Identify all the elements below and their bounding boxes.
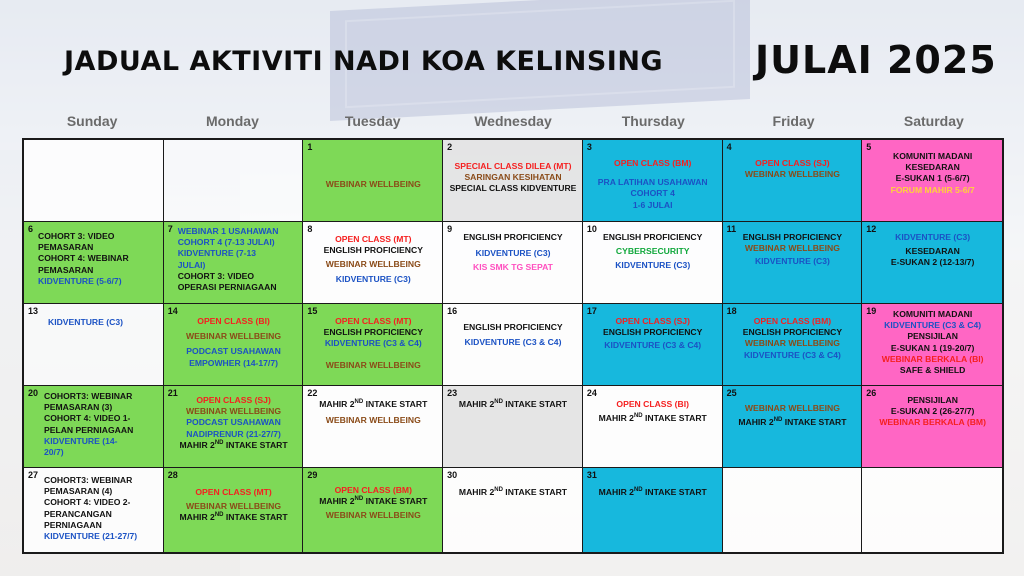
event-label: PEMASARAN — [38, 264, 94, 275]
day-number: 5 — [866, 142, 872, 152]
event-label: COHORT 4 (7-13 JULAI) — [177, 237, 275, 248]
day-number: 15 — [307, 306, 318, 316]
day-cell-24[interactable] — [583, 386, 723, 468]
day-cell-27[interactable] — [24, 468, 164, 552]
day-number: 10 — [586, 224, 597, 234]
event-label: COHORT 4 — [630, 188, 675, 199]
day-cell-1[interactable] — [303, 140, 443, 222]
calendar-cell-empty — [862, 468, 1002, 552]
day-cell-5[interactable] — [862, 140, 1002, 222]
event-label: WEBINAR WELLBEING — [325, 510, 421, 521]
day-cell-28[interactable] — [164, 468, 304, 552]
event-label: MAHIR 2ND INTAKE START — [319, 496, 428, 507]
event-label: KESEDARAN — [905, 246, 960, 257]
event-label: KIDVENTURE (C3 & C4) — [743, 349, 841, 360]
day-cell-29[interactable] — [303, 468, 443, 552]
day-cell-31[interactable] — [583, 468, 723, 552]
event-label: PENSIJILAN — [907, 331, 958, 342]
calendar-cell-empty — [164, 140, 304, 222]
day-cell-3[interactable] — [583, 140, 723, 222]
event-label: KOMUNITI MADANI — [893, 309, 973, 319]
weekday-tuesday: Tuesday — [344, 113, 401, 129]
day-number: 3 — [586, 142, 592, 152]
event-label: COHORT 3: VIDEO — [177, 270, 255, 281]
event-label: OPEN CLASS (BM) — [334, 485, 412, 495]
event-label: EMPOWHER (14-17/7) — [189, 357, 278, 368]
event-label: KIDVENTURE (7-13 — [177, 248, 257, 259]
event-label: ENGLISH PROFICIENCY — [603, 232, 703, 242]
day-number: 19 — [866, 306, 877, 316]
day-cell-16[interactable] — [443, 304, 583, 386]
day-cell-13[interactable] — [24, 304, 164, 386]
event-label: KOMUNITI MADANI — [893, 151, 973, 161]
day-number: 23 — [447, 388, 458, 398]
event-label: WEBINAR WELLBEING — [744, 338, 840, 349]
day-cell-6[interactable] — [24, 222, 164, 304]
day-number: 17 — [586, 306, 597, 316]
day-number: 29 — [307, 470, 318, 480]
month-title: JULAI 2025 — [755, 38, 997, 82]
event-label: WEBINAR WELLBEING — [744, 403, 840, 413]
day-number: 2 — [447, 142, 453, 152]
day-number: 14 — [167, 306, 178, 316]
weekday-monday: Monday — [205, 113, 259, 129]
event-label: WEBINAR WELLBEING — [186, 331, 282, 342]
event-label: WEBINAR WELLBEING — [325, 179, 421, 189]
day-number: 6 — [28, 224, 34, 234]
event-label: KIDVENTURE (C3 & C4) — [884, 320, 982, 331]
event-label: MAHIR 2ND INTAKE START — [179, 439, 288, 450]
event-label: WEBINAR WELLBEING — [325, 259, 421, 270]
weekday-sunday: Sunday — [66, 113, 118, 129]
event-label: OPEN CLASS (SJ) — [196, 395, 271, 405]
event-label: MAHIR 2ND INTAKE START — [598, 487, 707, 497]
day-cell-8[interactable] — [303, 222, 443, 304]
day-cell-15[interactable] — [303, 304, 443, 386]
event-label: COHORT3: WEBINAR — [44, 475, 133, 485]
event-label: COHORT 4: VIDEO 2- — [44, 497, 131, 508]
day-number: 8 — [307, 224, 313, 234]
day-cell-11[interactable] — [723, 222, 863, 304]
event-label: MAHIR 2ND INTAKE START — [598, 413, 707, 424]
event-label: WEBINAR 1 USAHAWAN — [177, 226, 279, 236]
day-cell-22[interactable] — [303, 386, 443, 468]
day-cell-17[interactable] — [583, 304, 723, 386]
event-label: FORUM MAHIR 5-6/7 — [890, 184, 975, 195]
event-label: OPEN CLASS (MT) — [335, 234, 412, 244]
day-number: 4 — [726, 142, 732, 152]
event-label: 1-6 JULAI — [632, 199, 673, 210]
day-cell-12[interactable] — [862, 222, 1002, 304]
event-label: MAHIR 2ND INTAKE START — [738, 417, 847, 428]
day-cell-7[interactable] — [164, 222, 304, 304]
day-number: 26 — [866, 388, 877, 398]
day-number: 12 — [866, 224, 877, 234]
event-label: ENGLISH PROFICIENCY — [323, 327, 423, 338]
weekday-saturday: Saturday — [903, 113, 964, 129]
event-label: SAFE & SHIELD — [899, 364, 966, 375]
day-cell-9[interactable] — [443, 222, 583, 304]
event-label: PERANCANGAN — [44, 508, 112, 519]
event-label: MAHIR 2ND INTAKE START — [319, 399, 428, 409]
event-label: OPEN CLASS (BM) — [614, 158, 692, 168]
event-label: KIDVENTURE (C3) — [615, 260, 691, 271]
event-label: ENGLISH PROFICIENCY — [603, 327, 703, 338]
calendar-grid — [22, 138, 1004, 554]
event-label: PELAN PERNIAGAAN — [44, 424, 134, 435]
day-cell-20[interactable] — [24, 386, 164, 468]
event-label: WEBINAR BERKALA (BM) — [879, 417, 986, 428]
event-label: OPEN CLASS (SJ) — [755, 158, 830, 168]
day-cell-18[interactable] — [723, 304, 863, 386]
event-label: WEBINAR WELLBEING — [744, 243, 840, 254]
event-label: KIDVENTURE (C3) — [335, 273, 411, 284]
event-label: ENGLISH PROFICIENCY — [742, 327, 843, 338]
day-number: 28 — [167, 470, 178, 480]
day-cell-23[interactable] — [443, 386, 583, 468]
event-label: KIDVENTURE (5-6/7) — [38, 275, 122, 286]
event-label: E-SUKAN 1 (19-20/7) — [890, 342, 975, 353]
event-label: E-SUKAN 2 (12-13/7) — [890, 257, 975, 268]
day-number: 31 — [586, 470, 597, 480]
page-title: JADUAL AKTIVITI NADI KOA KELINSING — [64, 46, 664, 77]
day-number: 25 — [726, 388, 737, 398]
event-label: WEBINAR WELLBEING — [744, 169, 840, 180]
day-number: 11 — [726, 224, 737, 234]
day-number: 24 — [586, 388, 597, 398]
event-label: KIDVENTURE (14- — [44, 435, 118, 446]
day-number: 1 — [307, 142, 313, 152]
weekday-thursday: Thursday — [621, 113, 685, 129]
day-cell-30[interactable] — [443, 468, 583, 552]
event-label: OPEN CLASS (BI) — [197, 316, 270, 326]
event-label: MAHIR 2ND INTAKE START — [458, 399, 568, 409]
day-cell-19[interactable] — [862, 304, 1002, 386]
event-label: KESEDARAN — [905, 162, 960, 173]
day-number: 16 — [447, 306, 458, 316]
event-label: E-SUKAN 1 (5-6/7) — [895, 173, 970, 184]
event-label: OPEN CLASS (BI) — [616, 399, 689, 409]
weekday-wednesday: Wednesday — [474, 113, 552, 129]
calendar-cell-empty — [24, 140, 164, 222]
day-number: 13 — [28, 306, 39, 316]
event-label: 20/7) — [44, 446, 64, 457]
event-label: WEBINAR WELLBEING — [186, 501, 282, 512]
event-label: ENGLISH PROFICIENCY — [463, 232, 563, 242]
event-label: OPEN CLASS (MT) — [195, 487, 272, 497]
event-label: WEBINAR WELLBEING — [325, 415, 421, 426]
event-label: COHORT 4: VIDEO 1- — [44, 413, 131, 424]
event-label: PEMASARAN (3) — [44, 402, 113, 413]
event-label: KIDVENTURE (C3) — [895, 232, 971, 242]
event-label: SPECIAL CLASS KIDVENTURE — [449, 183, 577, 194]
event-label: COHORT 3: VIDEO — [38, 231, 115, 241]
day-number: 18 — [726, 306, 737, 316]
event-label: COHORT 4: WEBINAR — [38, 253, 129, 264]
event-label: KIDVENTURE (C3) — [48, 317, 123, 327]
day-number: 9 — [447, 224, 453, 234]
weekday-friday: Friday — [772, 113, 815, 129]
event-label: PEMASARAN — [38, 242, 94, 253]
event-label: KIS SMK TG SEPAT — [473, 262, 553, 273]
event-label: KIDVENTURE (C3 & C4) — [604, 340, 702, 351]
event-label: NADIPRENUR (21-27/7) — [186, 428, 281, 439]
event-label: OPEN CLASS (SJ) — [615, 316, 690, 326]
day-number: 22 — [307, 388, 318, 398]
event-label: KIDVENTURE (C3 & C4) — [324, 338, 422, 349]
event-label: PODCAST USAHAWAN — [186, 417, 281, 428]
day-number: 21 — [167, 388, 178, 398]
event-label: KIDVENTURE (C3) — [754, 256, 830, 267]
day-cell-14[interactable] — [164, 304, 304, 386]
event-label: ENGLISH PROFICIENCY — [323, 245, 423, 256]
event-label: PERNIAGAAN — [44, 519, 102, 530]
event-label: SARINGAN KESIHATAN — [464, 172, 562, 183]
event-label: MAHIR 2ND INTAKE START — [458, 487, 568, 497]
day-cell-2[interactable] — [443, 140, 583, 222]
event-label: WEBINAR WELLBEING — [325, 359, 421, 370]
day-cell-26[interactable] — [862, 386, 1002, 468]
day-number: 30 — [447, 470, 458, 480]
event-label: OPEN CLASS (MT) — [335, 316, 412, 326]
event-label: ENGLISH PROFICIENCY — [742, 232, 843, 242]
event-label: E-SUKAN 2 (26-27/7) — [890, 406, 975, 417]
event-label: ENGLISH PROFICIENCY — [463, 322, 563, 332]
calendar-cell-empty — [723, 468, 863, 552]
event-label: JULAI) — [177, 259, 206, 270]
event-label: OPERASI PERNIAGAAN — [177, 281, 277, 292]
event-label: WEBINAR WELLBEING — [186, 406, 282, 417]
day-cell-21[interactable] — [164, 386, 304, 468]
day-number: 20 — [28, 388, 39, 398]
event-label: COHORT3: WEBINAR — [44, 391, 133, 401]
event-label: KIDVENTURE (C3) — [475, 248, 551, 259]
event-label: KIDVENTURE (21-27/7) — [44, 530, 138, 541]
event-label: KIDVENTURE (C3 & C4) — [464, 337, 562, 348]
event-label: CYBERSECURITY — [615, 246, 690, 257]
event-label: PENSIJILAN — [907, 395, 958, 405]
event-label: WEBINAR BERKALA (BI) — [881, 353, 984, 364]
event-label: PODCAST USAHAWAN — [186, 346, 281, 357]
day-number: 27 — [28, 470, 39, 480]
event-label: OPEN CLASS (BM) — [753, 316, 832, 326]
event-label: PEMASARAN (4) — [44, 486, 113, 497]
day-cell-25[interactable] — [723, 386, 863, 468]
day-cell-10[interactable] — [583, 222, 723, 304]
event-label: MAHIR 2ND INTAKE START — [179, 512, 288, 523]
day-cell-4[interactable] — [723, 140, 863, 222]
weekday-header — [22, 113, 1004, 135]
event-label: SPECIAL CLASS DILEA (MT) — [454, 161, 572, 171]
day-number: 7 — [167, 224, 173, 234]
event-label: PRA LATIHAN USAHAWAN — [597, 177, 708, 188]
